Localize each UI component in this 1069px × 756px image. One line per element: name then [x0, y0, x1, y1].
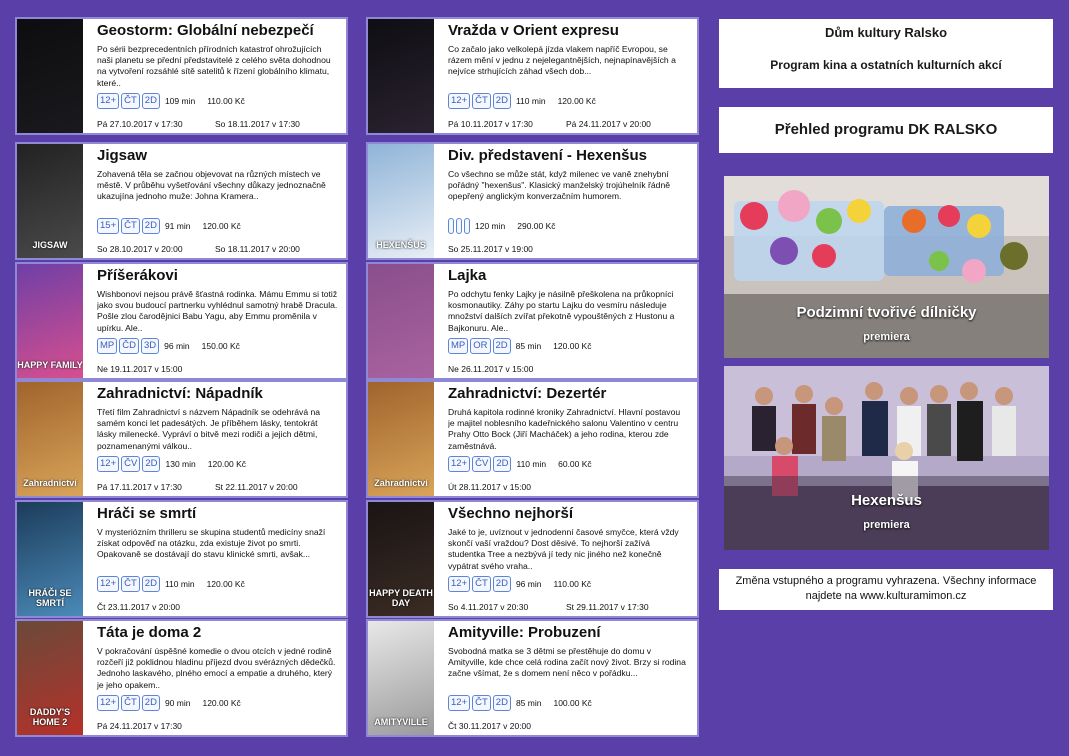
- film-duration: 110 min: [516, 459, 547, 469]
- film-date: So 18.11.2017 v 17:30: [215, 119, 300, 129]
- film-date: Út 28.11.2017 v 15:00: [448, 482, 532, 492]
- film-badge: 12+: [97, 93, 119, 109]
- film-date: So 18.11.2017 v 20:00: [215, 244, 300, 254]
- film-card[interactable]: [366, 262, 699, 380]
- film-title[interactable]: Vražda v Orient expresu: [448, 22, 619, 39]
- film-badge: ČT: [121, 576, 140, 592]
- film-badge: ČT: [472, 93, 491, 109]
- film-badge: 12+: [448, 456, 470, 472]
- film-date: Pá 27.10.2017 v 17:30: [97, 119, 183, 129]
- film-info: [440, 382, 697, 496]
- film-badge: 2D: [142, 695, 160, 711]
- film-poster: [17, 382, 89, 496]
- film-card[interactable]: [366, 380, 699, 498]
- film-duration: 96 min: [164, 341, 190, 351]
- film-price: 110.00 Kč: [207, 96, 245, 106]
- film-poster: [17, 144, 89, 258]
- event-title-hexensus: Hexenšus: [851, 492, 922, 509]
- poster-text: JIGSAW: [32, 240, 68, 250]
- film-badge: ČT: [121, 93, 140, 109]
- film-duration: 130 min: [165, 459, 196, 469]
- film-title[interactable]: Všechno nejhorší: [448, 505, 574, 522]
- film-dates: [97, 364, 338, 374]
- film-date: So 28.10.2017 v 20:00: [97, 244, 183, 254]
- film-description: V mysteriózním thrilleru se skupina studentů medicíny snaží získat odpověď na otázku, zda existuje život po smrti. Opakovaně se dostávají do stavu klinické smrti, avšak...: [97, 527, 326, 560]
- film-badge: 2D: [142, 218, 160, 234]
- film-dates: [97, 721, 338, 731]
- film-duration: 85 min: [515, 341, 542, 351]
- film-duration: 120 min: [475, 221, 506, 231]
- film-card[interactable]: [15, 619, 348, 737]
- film-duration: 85 min: [515, 698, 542, 708]
- film-meta: [448, 217, 689, 235]
- film-poster: [368, 502, 440, 616]
- film-price: 120.00 Kč: [207, 459, 247, 469]
- film-meta: [97, 92, 338, 110]
- film-badge: 12+: [97, 576, 119, 592]
- film-date: Čt 23.11.2017 v 20:00: [97, 602, 181, 612]
- film-badge: [456, 218, 462, 234]
- film-description: Druhá kapitola rodinné kroniky Zahradnictví. Hlavní postavou je majitel noblesního kadeřnického salonu Valentino v centru Prahy Otto Bock (Jiří Macháček) a jeho rodina, kterou zde zaměstnává.: [448, 407, 681, 451]
- film-date: Ne 26.11.2017 v 15:00: [448, 364, 534, 374]
- film-badge: ČT: [121, 218, 140, 234]
- film-price: 120.00 Kč: [557, 96, 596, 106]
- film-poster: [17, 621, 89, 735]
- film-poster: [368, 621, 440, 735]
- film-info: [89, 19, 346, 133]
- film-poster: [368, 382, 440, 496]
- film-duration: 110 min: [164, 579, 195, 589]
- film-price: 110.00 Kč: [553, 579, 592, 589]
- film-dates: [97, 119, 338, 129]
- film-badge: 2D: [142, 93, 160, 109]
- film-badge: 12+: [97, 695, 119, 711]
- film-title[interactable]: Táta je doma 2: [97, 624, 202, 641]
- film-dates: [97, 244, 338, 254]
- film-date: So 4.11.2017 v 20:30: [448, 602, 529, 612]
- film-date: Pá 24.11.2017 v 20:00: [566, 119, 651, 129]
- film-info: [89, 264, 346, 378]
- film-title[interactable]: Zahradnictví: Nápadník: [97, 385, 263, 402]
- film-badge: 15+: [97, 218, 119, 234]
- film-info: [440, 502, 697, 616]
- film-title[interactable]: Jigsaw: [97, 147, 148, 164]
- film-poster: [368, 19, 440, 133]
- film-title[interactable]: Geostorm: Globální nebezpečí: [97, 22, 314, 39]
- poster-text: HRÁČI SE SMRTÍ: [28, 588, 72, 608]
- notice-text: Změna vstupného a programu vyhrazena. Všechny informace najdete na www.kulturamimon.cz: [735, 575, 1037, 602]
- film-card[interactable]: [366, 142, 699, 260]
- film-dates: [448, 482, 689, 492]
- film-dates: [448, 364, 689, 374]
- poster-text: Zahradnictví: [374, 478, 428, 488]
- film-dates: [97, 602, 338, 612]
- film-title[interactable]: Div. představení - Hexenšus: [448, 147, 647, 164]
- org-name: Dům kultury Ralsko: [824, 25, 948, 40]
- film-dates: [448, 602, 689, 612]
- film-info: [89, 144, 346, 258]
- film-price: 290.00 Kč: [517, 221, 556, 231]
- overview-box: [719, 107, 1053, 153]
- film-title[interactable]: Lajka: [448, 267, 487, 284]
- poster-text: Zahradnictví: [23, 478, 77, 488]
- film-meta: [448, 337, 689, 355]
- film-badge: MP: [448, 338, 468, 354]
- film-price: 60.00 Kč: [558, 459, 592, 469]
- film-description: Třetí film Zahradnictví s názvem Nápadník se odehrává na samém konci let padesátých. Je příběhem lásky, tentokrát lásky milenecké. Vypráví o bitvě mezi rodiči a jejich dětmi, poznamenanými válkou..: [97, 407, 321, 451]
- film-duration: 109 min: [164, 96, 196, 106]
- film-meta: [97, 337, 338, 355]
- film-badge: 3D: [141, 338, 159, 354]
- film-title[interactable]: Příšerákovi: [97, 267, 178, 284]
- film-date: Pá 17.11.2017 v 17:30: [97, 482, 182, 492]
- film-card[interactable]: [15, 500, 348, 618]
- film-description: Svobodná matka se 3 dětmi se přestěhuje do domu v Amityville, kde chce celá rodina začít nový život. Brzy si rodina začne všímat, že s domem není něco v pořádku...: [448, 646, 686, 679]
- film-badge: 12+: [448, 695, 470, 711]
- film-dates: [448, 244, 689, 254]
- film-description: Wishbonovi nejsou právě šťastná rodinka. Mámu Emmu si totiž jako svou budoucí partnerku vyhlédnul samotný hrabě Dracula. Pošle zlou čarodějnici Babu Yagu, aby Emmu proměnila v upírku. Ale..: [97, 289, 338, 333]
- film-meta: [448, 92, 689, 110]
- film-price: 120.00 Kč: [553, 341, 592, 351]
- film-badge: [464, 218, 470, 234]
- poster-text: HAPPY DEATH DAY: [369, 588, 433, 608]
- film-card[interactable]: [15, 17, 348, 135]
- film-description: Zohavená těla se začnou objevovat na různých místech ve městě. V průběhu vyšetřování všechny důkazy jednoznačně ukazujína jednoho muže: Johna Kramera..: [97, 169, 326, 202]
- film-description: Co začalo jako velkolepá jízda vlakem napříč Evropou, se rázem mění v jednu z nejelegantnějších, nejnapínavějších a nejvíce strhujících záhad všech dob...: [448, 44, 676, 77]
- film-description: Po odchytu fenky Lajky je násilně přeškolena na průkopníci kosmonautiky. Záhy po startu Lajku do vesmíru následuje množství dalších zvířat překotně vypouštěných z Hustonu a Bajkonuru. Ale..: [448, 289, 675, 333]
- film-card[interactable]: [15, 262, 348, 380]
- film-dates: [97, 482, 338, 492]
- film-info: [89, 502, 346, 616]
- film-date: Ne 19.11.2017 v 15:00: [97, 364, 183, 374]
- film-price: 120.00 Kč: [202, 221, 241, 231]
- film-badge: ČD: [119, 338, 139, 354]
- film-badge: 2D: [493, 576, 511, 592]
- film-duration: 91 min: [164, 221, 191, 231]
- poster-text: DADDY'S HOME 2: [29, 707, 71, 727]
- program-subtitle: Program kina a ostatních kulturních akcí: [770, 58, 1002, 72]
- film-duration: 110 min: [515, 96, 546, 106]
- film-badge: OR: [470, 338, 490, 354]
- film-dates: [448, 119, 689, 129]
- film-date: So 25.11.2017 v 19:00: [448, 244, 533, 254]
- film-badge: ČV: [121, 456, 140, 472]
- film-info: [440, 264, 697, 378]
- film-badge: ČT: [121, 695, 140, 711]
- film-badge: 2D: [493, 338, 511, 354]
- event-label-workshop: premiera: [863, 331, 910, 343]
- film-poster: [368, 264, 440, 378]
- film-poster: [17, 19, 89, 133]
- film-poster: [17, 264, 89, 378]
- film-date: St 29.11.2017 v 17:30: [566, 602, 649, 612]
- film-date: Čt 30.11.2017 v 20:00: [448, 721, 532, 731]
- film-badge: 2D: [493, 93, 511, 109]
- film-dates: [448, 721, 689, 731]
- film-title[interactable]: Hráči se smrtí: [97, 505, 197, 522]
- film-date: Pá 24.11.2017 v 17:30: [97, 721, 182, 731]
- film-badge: 12+: [97, 456, 119, 472]
- film-info: [440, 144, 697, 258]
- film-badge: ČT: [472, 695, 491, 711]
- film-card[interactable]: [366, 619, 699, 737]
- film-badge: 12+: [448, 93, 470, 109]
- film-description: V pokračování úspěšné komedie o dvou otcích v jedné rodině rozčeří již poklidnou hladinu příjezd dvou svérázných dědečků. Jednoho laskavého, plného emocí a empatie a druhého, který je jeho opakem..: [97, 646, 336, 690]
- film-meta: [448, 575, 689, 593]
- film-badge: [448, 218, 454, 234]
- film-card[interactable]: [366, 500, 699, 618]
- film-description: Po sérii bezprecedentních přírodních katastrof ohrožujících naši planetu se přední představitelé z celého světa dohodnou na vytvoření rozsáhlé sítě satelitů k řízení globálního klimatu, které..: [97, 44, 331, 88]
- film-meta: [97, 455, 338, 473]
- film-poster: [17, 502, 89, 616]
- event-photo-hexensus: [724, 366, 1049, 550]
- film-badge: 2D: [142, 576, 160, 592]
- film-badge: 12+: [448, 576, 470, 592]
- film-description: Co všechno se může stát, když milenec ve vaně znehybní pořádný "hexenšus". Klasický manželský trojúhelník řádně opepřený anglickým konverzačním humorem.: [448, 169, 671, 202]
- film-description: Jaké to je, uvíznout v jednodenní časové smyčce, která vždy skončí vaší vraždou? Dost děsivé. To nejhorší zažívá studentka Tree a nezbývá jí tedy nic jiného než konečně vypátrat svého vraha..: [448, 527, 679, 571]
- poster-text: HEXENŠUS: [376, 240, 426, 250]
- event-label-hexensus: premiera: [863, 519, 910, 531]
- film-badge: 2D: [493, 695, 511, 711]
- film-meta: [97, 217, 338, 235]
- film-badge: MP: [97, 338, 117, 354]
- film-badge: 2D: [142, 456, 160, 472]
- film-meta: [448, 694, 689, 712]
- event-photo-workshop: [724, 176, 1049, 358]
- film-title[interactable]: Zahradnictví: Dezertér: [448, 385, 607, 402]
- film-info: [440, 19, 697, 133]
- header-box: [719, 19, 1053, 88]
- film-duration: 90 min: [164, 698, 191, 708]
- film-date: Pá 10.11.2017 v 17:30: [448, 119, 533, 129]
- film-meta: [97, 694, 338, 712]
- film-title[interactable]: Amityville: Probuzení: [448, 624, 601, 641]
- overview-title: Přehled programu DK RALSKO: [774, 121, 998, 138]
- film-price: 150.00 Kč: [201, 341, 240, 351]
- film-badge: ČV: [472, 456, 491, 472]
- film-meta: [448, 455, 689, 473]
- poster-text: AMITYVILLE: [374, 717, 428, 727]
- film-date: St 22.11.2017 v 20:00: [215, 482, 298, 492]
- notice-box: [719, 569, 1053, 610]
- event-title-workshop: Podzimní tvořivé dílničky: [796, 304, 977, 321]
- film-price: 120.00 Kč: [202, 698, 241, 708]
- film-poster: [368, 144, 440, 258]
- film-card[interactable]: [15, 142, 348, 260]
- film-badge: 2D: [493, 456, 511, 472]
- film-card[interactable]: [366, 17, 699, 135]
- film-duration: 96 min: [515, 579, 542, 589]
- film-info: [89, 382, 346, 496]
- film-badge: ČT: [472, 576, 491, 592]
- film-card[interactable]: [15, 380, 348, 498]
- film-meta: [97, 575, 338, 593]
- film-info: [89, 621, 346, 735]
- poster-text: HAPPY FAMILY: [17, 360, 83, 370]
- film-price: 100.00 Kč: [553, 698, 592, 708]
- film-info: [440, 621, 697, 735]
- film-price: 120.00 Kč: [206, 579, 245, 589]
